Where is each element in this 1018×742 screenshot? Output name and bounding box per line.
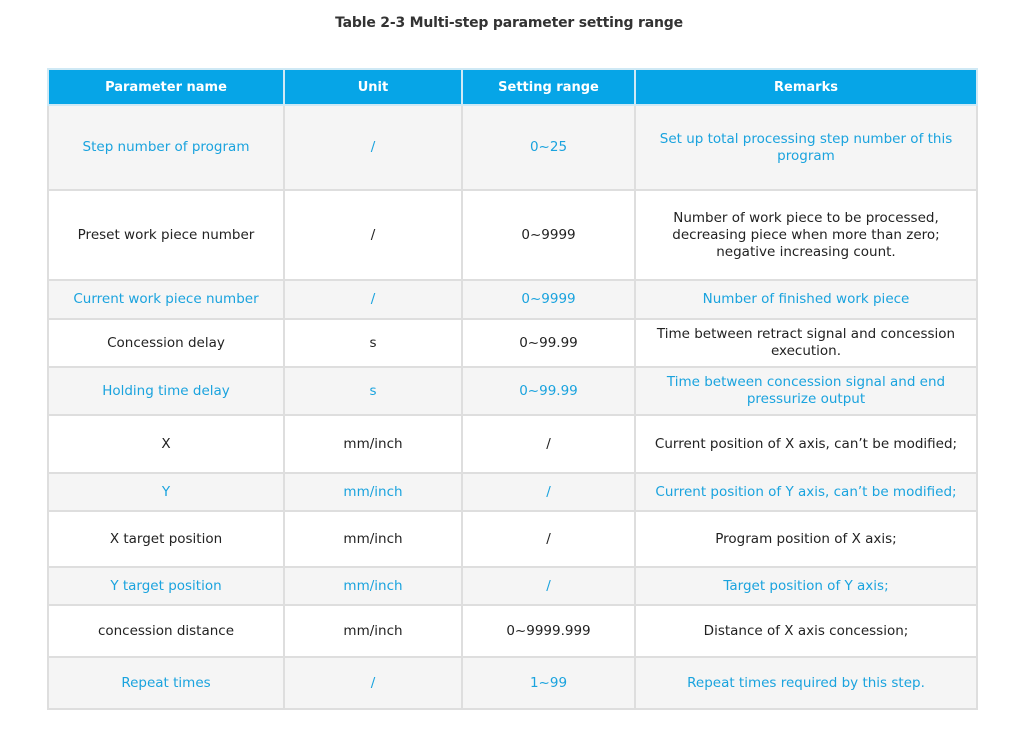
cell-range: 1~99 — [462, 657, 635, 709]
cell-unit: mm/inch — [284, 567, 462, 605]
cell-range: 0~9999.999 — [462, 605, 635, 657]
cell-name: Current work piece number — [48, 280, 284, 319]
cell-name: Holding time delay — [48, 367, 284, 415]
table-row — [48, 511, 977, 567]
table-row — [48, 605, 977, 657]
cell-remarks: Current position of X axis, can’t be modified; — [635, 415, 977, 473]
cell-unit: s — [284, 367, 462, 415]
cell-remarks: Time between concession signal and end pressurize output — [635, 367, 977, 415]
header-setting-range: Setting range — [462, 69, 635, 105]
cell-remarks: Set up total processing step number of this program — [635, 105, 977, 190]
cell-remarks: Number of finished work piece — [635, 280, 977, 319]
table-row — [48, 190, 977, 280]
cell-name: Preset work piece number — [48, 190, 284, 280]
cell-remarks: Target position of Y axis; — [635, 567, 977, 605]
cell-range: 0~99.99 — [462, 319, 635, 367]
cell-unit: / — [284, 105, 462, 190]
table-row — [48, 657, 977, 709]
cell-name: X target position — [48, 511, 284, 567]
table-row — [48, 415, 977, 473]
cell-unit: mm/inch — [284, 511, 462, 567]
cell-remarks: Current position of Y axis, can’t be modified; — [635, 473, 977, 511]
table-row — [48, 280, 977, 319]
cell-unit: / — [284, 280, 462, 319]
cell-range: / — [462, 415, 635, 473]
cell-name: Step number of program — [48, 105, 284, 190]
table-row — [48, 567, 977, 605]
cell-unit: mm/inch — [284, 473, 462, 511]
cell-unit: / — [284, 657, 462, 709]
table-row — [48, 105, 977, 190]
table-row — [48, 473, 977, 511]
parameter-table — [47, 68, 978, 710]
cell-range: 0~99.99 — [462, 367, 635, 415]
cell-remarks: Repeat times required by this step. — [635, 657, 977, 709]
cell-remarks: Number of work piece to be processed, decreasing piece when more than zero; negative increasing count. — [635, 190, 977, 280]
table-header-row — [48, 69, 977, 105]
table-row — [48, 367, 977, 415]
cell-remarks: Program position of X axis; — [635, 511, 977, 567]
cell-remarks: Time between retract signal and concession execution. — [635, 319, 977, 367]
cell-name: Y — [48, 473, 284, 511]
table-row — [48, 319, 977, 367]
cell-unit: s — [284, 319, 462, 367]
cell-name: Y target position — [48, 567, 284, 605]
cell-name: Repeat times — [48, 657, 284, 709]
table-title: Table 2-3 Multi-step parameter setting range — [335, 15, 683, 31]
cell-range: 0~25 — [462, 105, 635, 190]
header-parameter-name: Parameter name — [48, 69, 284, 105]
cell-range: 0~9999 — [462, 190, 635, 280]
cell-remarks: Distance of X axis concession; — [635, 605, 977, 657]
cell-range: / — [462, 511, 635, 567]
cell-name: X — [48, 415, 284, 473]
header-unit: Unit — [284, 69, 462, 105]
cell-name: Concession delay — [48, 319, 284, 367]
cell-unit: mm/inch — [284, 605, 462, 657]
cell-range: / — [462, 567, 635, 605]
cell-range: 0~9999 — [462, 280, 635, 319]
cell-range: / — [462, 473, 635, 511]
cell-name: concession distance — [48, 605, 284, 657]
cell-unit: mm/inch — [284, 415, 462, 473]
cell-unit: / — [284, 190, 462, 280]
header-remarks: Remarks — [635, 69, 977, 105]
